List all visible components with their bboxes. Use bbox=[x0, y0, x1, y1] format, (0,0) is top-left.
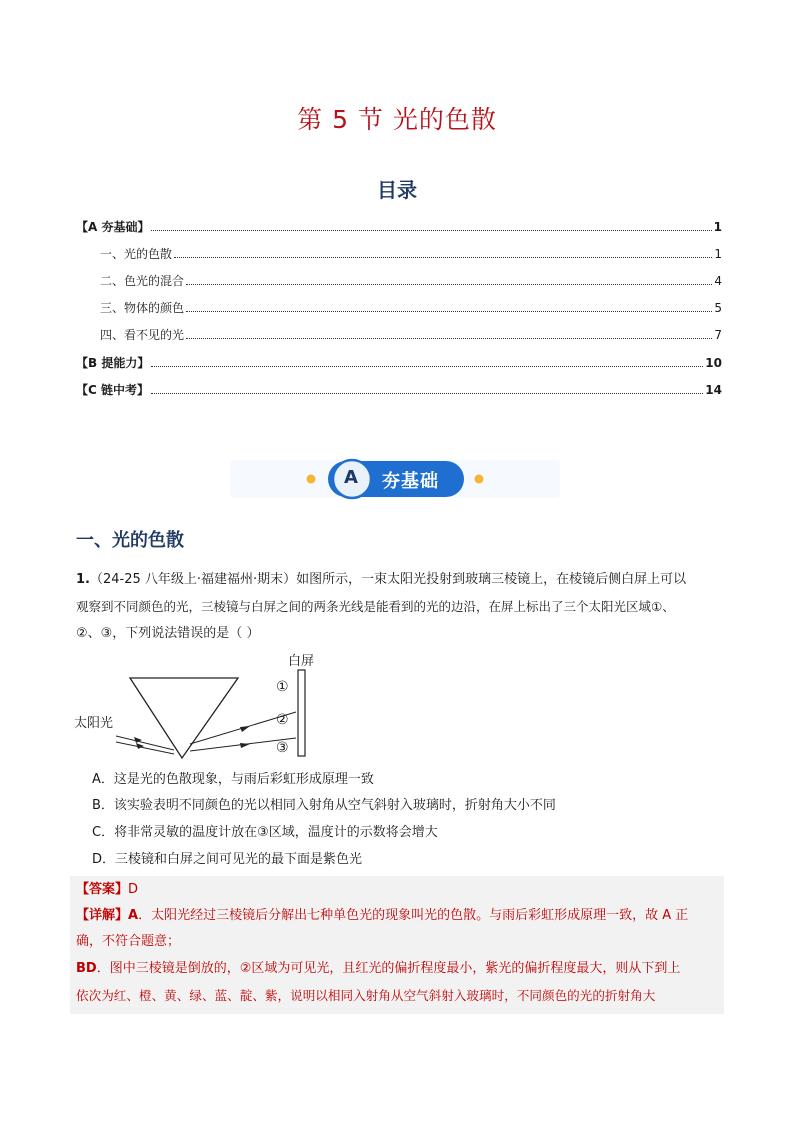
toc-entry-label: 【A 夯基础】 bbox=[76, 220, 150, 234]
option-c[interactable]: C．将非常灵敏的温度计放在③区域，温度计的示数将会增大 bbox=[92, 825, 438, 840]
answer-line bbox=[76, 877, 138, 903]
toc-entry-label: 【C 链中考】 bbox=[76, 383, 149, 397]
question-stem bbox=[76, 566, 722, 647]
toc-entry-object-color[interactable] bbox=[100, 299, 722, 315]
banner-left-dot bbox=[307, 475, 316, 484]
detail-label: 【详解】 bbox=[76, 908, 129, 923]
region-2-label: ② bbox=[276, 712, 289, 728]
answer-label: 【答案】 bbox=[76, 882, 129, 897]
toc-page-number: 10 bbox=[705, 356, 722, 370]
sunlight-label: 太阳光 bbox=[74, 716, 114, 731]
toc-entry-a-basics[interactable] bbox=[76, 218, 722, 234]
question-line-1: 如图所示，一束太阳光投射到玻璃三棱镜上，在棱镜后侧白屏上可以 bbox=[296, 572, 687, 587]
section-banner bbox=[230, 456, 560, 502]
option-a[interactable]: A．这是光的色散现象，与雨后彩虹形成原理一致 bbox=[92, 772, 374, 787]
toc-leader bbox=[174, 256, 712, 258]
prism-figure bbox=[72, 648, 332, 760]
toc-entry-invisible-light[interactable] bbox=[100, 326, 722, 342]
banner-letter: A bbox=[344, 467, 358, 488]
detail-line-1 bbox=[76, 903, 688, 929]
section-title: 一、光的色散 bbox=[76, 530, 184, 551]
answer-value: D bbox=[128, 882, 139, 897]
detail-bd-text-2: 依次为红、橙、黄、绿、蓝、靛、紫，说明以相同入射角从空气斜射入玻璃时，不同颜色的光的折射角大 bbox=[76, 988, 656, 1003]
toc-leader bbox=[186, 337, 712, 339]
toc-leader bbox=[151, 392, 703, 394]
detail-a-text-1: ．太阳光经过三棱镜后分解出七种单色光的现象叫光的色散。与雨后彩虹形成原理一致，故 A 正 bbox=[138, 908, 689, 923]
region-3-label: ③ bbox=[276, 740, 289, 756]
region-1-label: ① bbox=[276, 679, 289, 695]
toc-leader bbox=[151, 365, 703, 367]
detail-a-tag: A bbox=[128, 908, 139, 923]
banner-right-dot bbox=[475, 475, 484, 484]
detail-a-text-2: 确，不符合题意； bbox=[76, 934, 181, 949]
option-d[interactable]: D．三棱镜和白屏之间可见光的最下面是紫色光 bbox=[92, 852, 363, 867]
prism-shape bbox=[130, 678, 238, 758]
question-line-2: 观察到不同颜色的光，三棱镜与白屏之间的两条光线是能看到的光的边沿，在屏上标出了三个太阳光区域①、 bbox=[76, 599, 675, 614]
page-title: 第 5 节 光的色散 bbox=[297, 105, 497, 134]
toc-page-number: 14 bbox=[705, 383, 722, 397]
toc-leader bbox=[186, 283, 712, 285]
toc-entry-dispersion[interactable] bbox=[100, 245, 722, 261]
screen-label: 白屏 bbox=[288, 654, 315, 669]
question-number: 1. bbox=[76, 572, 90, 587]
detail-bd-tag: BD bbox=[76, 961, 97, 976]
toc-entry-label: 一、光的色散 bbox=[100, 247, 173, 261]
detail-bd-text-1: ．图中三棱镜是倒放的，②区域为可见光，且红光的偏折程度最小，紫光的偏折程度最大，则从下到上 bbox=[96, 961, 681, 976]
toc-page-number: 5 bbox=[714, 301, 722, 315]
toc-entry-label: 三、物体的颜色 bbox=[100, 301, 185, 315]
toc-entry-label: 四、看不见的光 bbox=[100, 328, 185, 342]
toc-entry-color-mixing[interactable] bbox=[100, 272, 722, 288]
toc-leader bbox=[186, 310, 712, 312]
toc-heading: 目录 bbox=[377, 178, 417, 202]
toc-entry-c-exam[interactable] bbox=[76, 381, 722, 397]
question-source: （24-25 八年级上·福建福州·期末） bbox=[89, 572, 297, 587]
toc-page-number: 7 bbox=[714, 328, 722, 342]
toc-page-number: 4 bbox=[714, 274, 722, 288]
question-line-3: ②、③，下列说法错误的是（ ） bbox=[76, 626, 260, 641]
toc-page-number: 1 bbox=[714, 247, 722, 261]
option-b[interactable]: B．该实验表明不同颜色的光以相同入射角从空气斜射入玻璃时，折射角大小不同 bbox=[92, 798, 556, 813]
white-screen bbox=[298, 670, 305, 756]
banner-text: 夯基础 bbox=[382, 471, 439, 492]
toc-entry-b-ability[interactable] bbox=[76, 354, 722, 370]
toc-page-number: 1 bbox=[713, 220, 722, 234]
toc-entry-label: 【B 提能力】 bbox=[76, 356, 150, 370]
toc-leader bbox=[151, 229, 711, 231]
toc-entry-label: 二、色光的混合 bbox=[100, 274, 185, 288]
detail-line-3 bbox=[76, 956, 680, 982]
